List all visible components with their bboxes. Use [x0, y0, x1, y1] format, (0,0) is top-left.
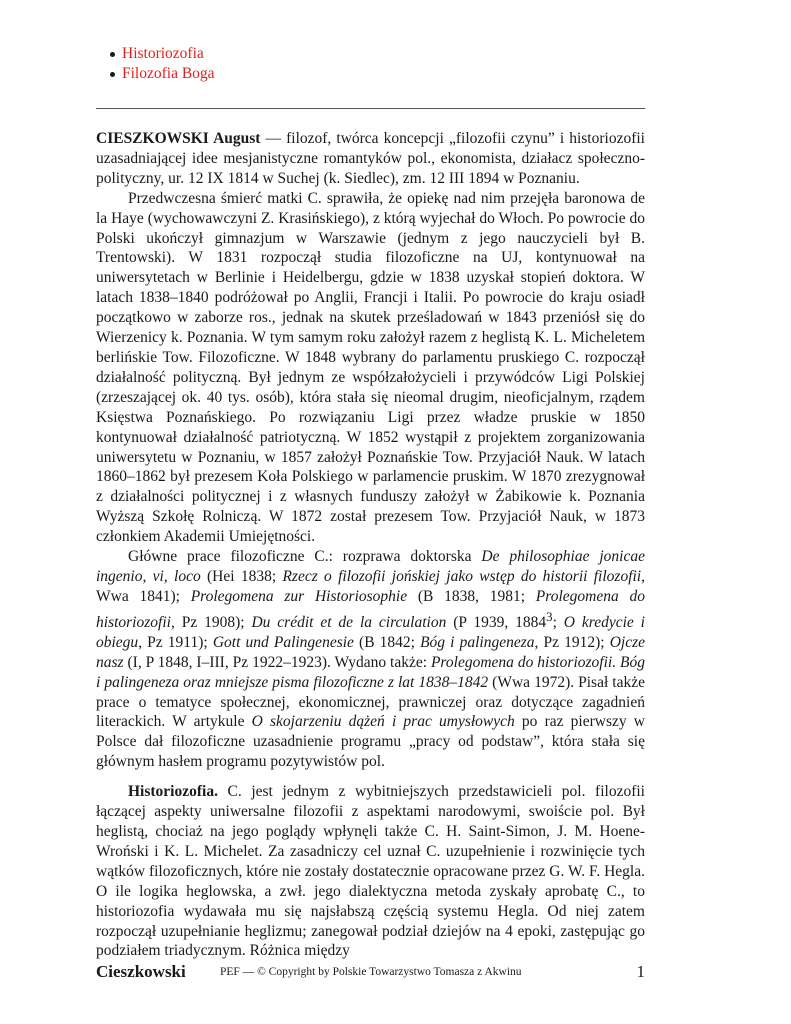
work-title: Prolegomena zur Historiosophie: [190, 587, 408, 605]
table-of-contents: [96, 44, 645, 84]
section-heading-historiozofia: Historiozofia.: [128, 783, 218, 801]
work-title: Rzecz o filozofii jońskiej jako wstęp do historii filozofii: [282, 567, 642, 585]
edition-superscript: 3: [546, 608, 553, 624]
page-footer: [96, 962, 645, 986]
work-title: Du crédit et de la circulation: [251, 613, 447, 631]
work-title: O kredycie i obiegu: [96, 613, 645, 651]
footer-title: Cieszkowski: [96, 962, 186, 981]
document-page: [96, 44, 645, 961]
works-text: , Wwa 1841);: [96, 567, 645, 605]
works-text: (P 1939, 1884: [446, 613, 547, 631]
works-text: , Pz 1912);: [534, 633, 610, 651]
historiosophy-text: C. jest jednym z wybitniejszych przedstawicieli pol. filozofii łączącej aspekty uniwersalne filozofii z aspektami narodowymi, swoiście pol. Był heglistą, chociaż na jego poglądy wpłynęli także C. H. Saint-Simon, J. M. Hoene-Wroński i K. L. Michelet. Za zasadniczy cel uznał C. uzupełnienie i rozwinięcie tych wątków filozoficznych, które nie zostały dostatecznie opracowane przez G. W. F. Hegla. O ile logika heglowska, a zwł. jego dialektyczna metoda zyskały aprobatę C., to historiozofia wydawała mu się najsłabszą częścią systemu Hegla. Od niej zatem rozpoczął uzupełnianie heglizmu; zanegował podział dziejów na 4 epoki, zastępując go podziałem triadycznym. Różnica między: [96, 783, 645, 960]
page-number: 1: [636, 962, 645, 981]
work-title: Prolegomena do historiozofii: [96, 587, 645, 631]
toc-link-historiozofia[interactable]: Historiozofia: [122, 45, 204, 62]
works-text: Główne prace filozoficzne C.: rozprawa doktorska: [128, 548, 482, 566]
toc-item: [110, 64, 645, 84]
works-paragraph: [96, 547, 645, 772]
works-text: (Hei 1838;: [200, 567, 283, 585]
footer-copyright: PEF — © Copyright by Polskie Towarzystwo Tomasza z Akwinu: [220, 966, 522, 978]
works-text: , Pz 1911);: [138, 633, 213, 651]
toc-item: [110, 44, 645, 64]
entry-headword: CIESZKOWSKI August: [96, 130, 261, 147]
biography-paragraph: Przedwczesna śmierć matki C. sprawiła, że opiekę nad nim przejęła baronowa de la Haye (wychowawczyni Z. Krasińskiego), z którą wyjechał do Włoch. Po powrocie do Polski ukończył gimnazjum w Warszawie (jednym z jego nauczycieli był B. Trentowski). W 1831 rozpoczął studia filozoficzne na UJ, kontynuował na uniwersytetach w Berlinie i Heidelbergu, gdzie w 1838 uzyskał stopień doktora. W latach 1838–1840 podróżował po Anglii, Francji i Italii. Po powrocie do kraju osiadł początkowo w zaborze ros., jednak na skutek prześladowań w 1843 przeniósł się do Wierzenicy k. Poznania. W tym samym roku założył razem z heglistą K. L. Micheletem berlińskie Tow. Filozoficzne. W 1848 wybrany do parlamentu pruskiego C. rozpoczął działalność polityczną. Był jednym ze współzałożycieli i przywódców Ligi Polskiej (zrzeszającej ok. 40 tys. osób), która stała się nieomal drugim, nieoficjalnym, rządem Księstwa Poznańskiego. Po rozwiązaniu Ligi przez władze pruskie w 1850 kontynuował działalność patriotyczną. W 1852 wystąpił z projektem zorganizowania uniwersytetu w Poznaniu, w 1857 założył Poznańskie Tow. Przyjaciół Nauk. W latach 1860–1862 był prezesem Koła Polskiego w parlamencie pruskim. W 1870 zrezygnował z działalności politycznej i z własnych funduszy założył w Żabikowie k. Poznania Wyższą Szkołę Rolniczą. W 1872 został prezesem Tow. Przyjaciół Nauk, w 1873 członkiem Akademii Umiejętności.: [96, 189, 645, 546]
works-text: ;: [552, 613, 564, 631]
entry-intro-text: — filozof, twórca koncepcji „filozofii czynu” i historiozofii uzasadniającej idee mesjanistyczne romantyków pol., ekonomista, działacz społeczno-polityczny, ur. 12 IX 1814 w Suchej (k. Siedlec), zm. 12 III 1894 w Poznaniu.: [96, 130, 645, 187]
entry-intro-paragraph: [96, 129, 645, 189]
work-title: Ojcze nasz: [96, 633, 645, 671]
work-title: O skojarzeniu dążeń i prac umysłowych: [251, 713, 515, 731]
historiosophy-paragraph: [96, 782, 645, 961]
works-text: , Pz 1908);: [170, 613, 252, 631]
toc-link-filozofia-boga[interactable]: Filozofia Boga: [122, 65, 215, 82]
works-text: po raz pierwszy w Polsce dał filozoficzne uzasadnienie programu „pracy od podstaw”, która stała się głównym hasłem programu pozytywistów pol.: [96, 713, 645, 771]
works-text: (B 1842;: [353, 633, 421, 651]
works-text: (Wwa 1972). Pisał także prace o tematyce społecznej, ekonomicznej, prawniczej oraz dotyczące zagadnień literackich. W artykule: [96, 673, 646, 731]
work-title: De philosophiae jonicae ingenio, vi, loco: [96, 548, 645, 585]
works-text: (I, P 1848, I–III, Pz 1922–1923). Wydano także:: [123, 653, 431, 671]
divider: [96, 108, 645, 109]
work-title: Gott und Palingenesie: [212, 633, 354, 651]
work-title: Bóg i palingeneza: [420, 633, 535, 651]
article-body: [96, 129, 645, 961]
work-title: Prolegomena do historiozofii. Bóg i palingeneza oraz mniejsze pisma filozoficzne z lat 1838–1842: [96, 653, 645, 691]
works-text: (B 1838, 1981;: [407, 587, 536, 605]
